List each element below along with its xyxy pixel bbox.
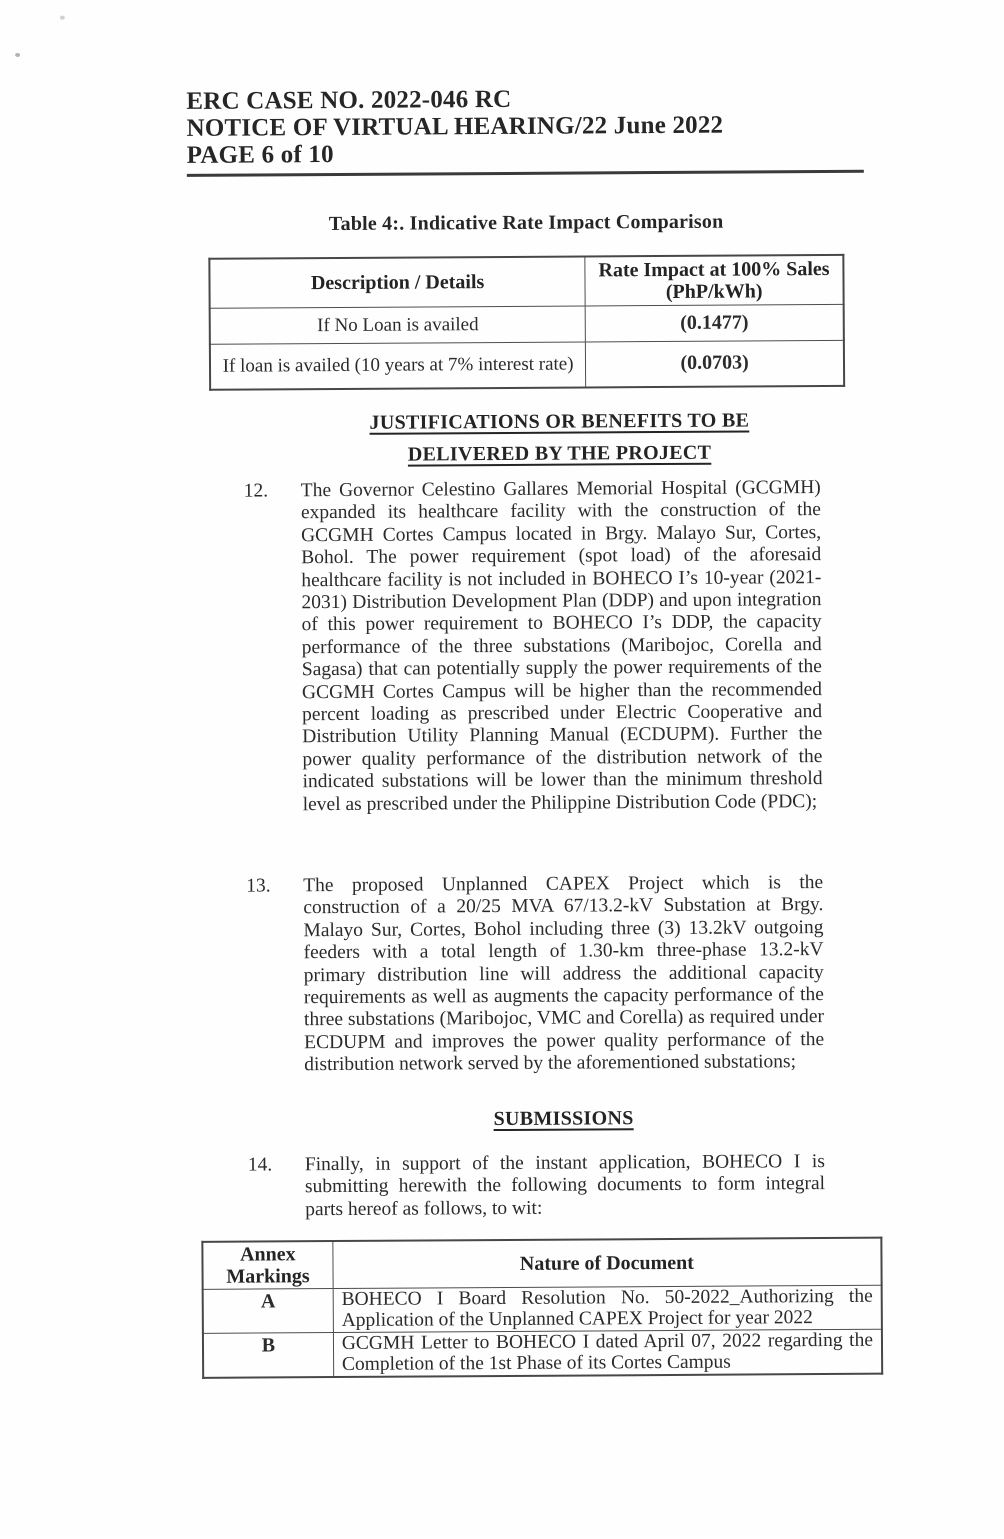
page-indicator: PAGE 6 of 10 bbox=[186, 141, 334, 169]
col-header-rate-impact: Rate Impact at 100% Sales (PhP/kWh) bbox=[585, 255, 844, 306]
notice-title: NOTICE OF VIRTUAL HEARING/22 June 2022 bbox=[186, 111, 724, 142]
cell-document-nature: GCGMH Letter to BOHECO I dated April 07, 2022 regarding the Completion of the 1st Phase of its Cortes Campus bbox=[333, 1329, 882, 1377]
table-row bbox=[210, 340, 844, 389]
cell-annex-marking: A bbox=[203, 1289, 334, 1334]
justifications-heading: JUSTIFICATIONS OR BENEFITS TO BE DELIVERED BY THE PROJECT bbox=[369, 409, 750, 466]
scan-speck bbox=[15, 53, 20, 57]
table-row bbox=[203, 1329, 882, 1378]
table-row bbox=[203, 1285, 882, 1333]
paragraph-number: 14. bbox=[247, 1154, 273, 1176]
paragraph-14 bbox=[248, 1151, 825, 1222]
paragraph-number: 12. bbox=[243, 480, 269, 502]
paragraph-12 bbox=[244, 477, 823, 817]
col-header-nature-of-document: Nature of Document bbox=[333, 1238, 882, 1289]
col-header-annex-markings: Annex Markings bbox=[202, 1241, 333, 1289]
paragraph-text: The Governor Celestino Gallares Memorial Hospital (GCGMH) expanded its healthcare facility with the construction of the GCGMH Cortes Campus located in Brgy. Malayo Sur, Cortes, Bohol. The power requirement (spot load) of the aforesaid healthcare facility is not included in BOHECO I’s 10-year (2021-2031) Distribution Development Plan (DDP) and upon integration of this power requirement to BOHECO I’s DDP, the capacity performance of the three substations (Maribojoc, Corella and Sagasa) that can potentially supply the power requirements of the GCGMH Cortes Campus will be higher than the recommended percent loading as prescribed under Electric Cooperative and Distribution Utility Planning Manual (ECDUPM). Further the power quality performance of the distribution network of the indicated substations will be lower than the minimum threshold level as prescribed under the Philippine Distribution Code (PDC); bbox=[300, 477, 823, 815]
cell-description: If No Loan is availed bbox=[210, 306, 586, 344]
paragraph-text: The proposed Unplanned CAPEX Project which is the construction of a 20/25 MVA 67/13.2-kV Substation at Brgy. Malayo Sur, Cortes, Bohol including three (3) 13.2kV outgoing feeders with a total length of 1.30-km three-phase 13.2-kV primary distribution line will address the additional capacity requirements as well as augments the capacity performance of the three substations (Maribojoc, VMC and Corella) as required under ECDUPM and improves the power quality performance of the distribution network served by the aforementioned substations; bbox=[303, 872, 825, 1076]
rate-impact-table bbox=[208, 254, 845, 390]
rate-table-title: Table 4:. Indicative Rate Impact Comparison bbox=[328, 210, 724, 236]
annex-documents-table bbox=[201, 1237, 883, 1379]
table-header-row bbox=[202, 1238, 881, 1290]
cell-rate-impact: (0.0703) bbox=[586, 340, 845, 387]
paragraph-13 bbox=[246, 872, 824, 1077]
table-row bbox=[210, 304, 844, 344]
table-header-row bbox=[209, 255, 843, 308]
paragraph-number: 13. bbox=[246, 875, 271, 897]
col-header-description: Description / Details bbox=[209, 256, 585, 308]
submissions-heading: SUBMISSIONS bbox=[493, 1107, 634, 1131]
scan-speck bbox=[60, 16, 65, 20]
cell-document-nature: BOHECO I Board Resolution No. 50-2022_Authorizing the Application of the Unplanned CAPEX Project for year 2022 bbox=[333, 1285, 882, 1332]
cell-annex-marking: B bbox=[203, 1333, 334, 1378]
cell-description: If loan is availed (10 years at 7% interest rate) bbox=[210, 342, 586, 389]
case-number: ERC CASE NO. 2022-046 RC bbox=[186, 85, 512, 115]
paragraph-text: Finally, in support of the instant application, BOHECO I is submitting herewith the following documents to form integral parts hereof as follows, to wit: bbox=[304, 1151, 826, 1221]
cell-rate-impact: (0.1477) bbox=[585, 304, 844, 342]
case-header bbox=[186, 84, 864, 177]
